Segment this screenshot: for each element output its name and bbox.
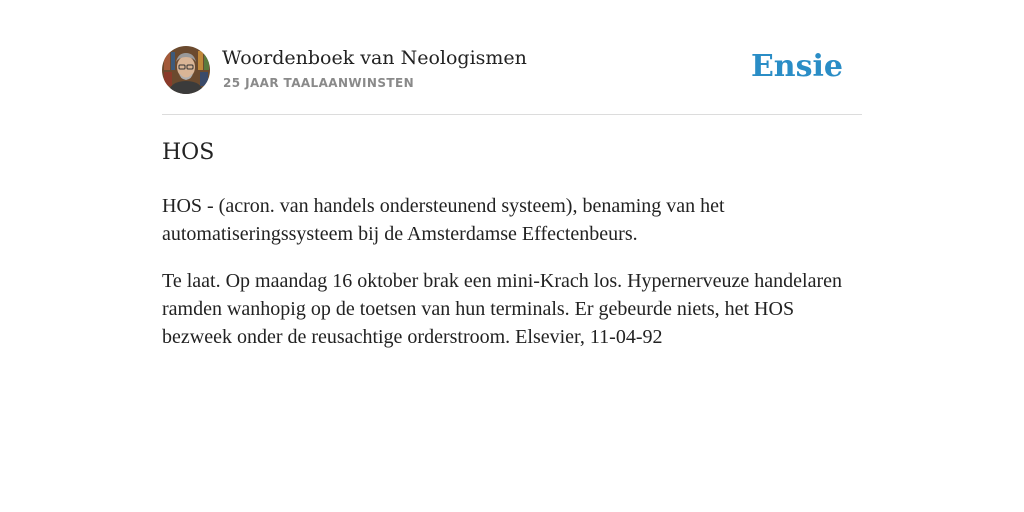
avatar[interactable] — [162, 46, 210, 94]
entry-definition: HOS - (acron. van handels ondersteunend systeem), benaming van het automatiseringssysteem bij de Amsterdamse Effectenbeurs. — [162, 195, 725, 245]
entry-header — [162, 46, 862, 115]
entry-term: HOS — [162, 140, 215, 165]
entry-citation: Te laat. Op maandag 16 oktober brak een mini-Krach los. Hypernerveuze handelaren ramden wanhopig op de toetsen van hun terminals. Er gebeurde niets, het HOS bezweek onder de reusachtige orderstroom. Elsevier, 11-04-92 — [162, 270, 842, 348]
ensie-logo[interactable]: Ensie — [750, 49, 843, 84]
person-avatar-icon — [162, 46, 210, 94]
entry-content — [162, 138, 852, 351]
source-tagline: 25 JAAR TAALAANWINSTEN — [223, 76, 415, 90]
source-name[interactable]: Woordenboek van Neologismen — [222, 47, 527, 69]
